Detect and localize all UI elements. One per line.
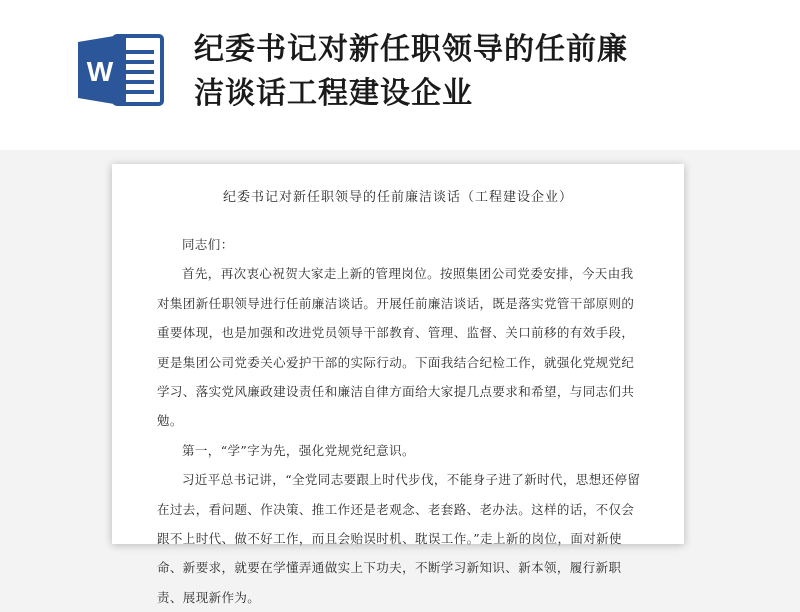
document-title: 纪委书记对新任职领导的任前廉洁谈话（工程建设企业） [222, 190, 573, 205]
salutation: 同志们： [182, 237, 234, 252]
document-page [112, 164, 684, 605]
header-banner [0, 0, 800, 150]
word-document-icon [74, 30, 166, 110]
page-title [194, 28, 754, 116]
paragraph: 首先，再次衷心祝贺大家走上新的管理岗位。按照集团公司党委安排，今天由我对集团新任职领导进行任前廉洁谈话。开展任前廉洁谈话，既是落实党管干部原则的重要体现，也是加强和改进党员领导干部教育、管理、监督、关口前移的有效手段，更是集团公司党委关心爱护干部的实际行动。下面我结合纪检工作，就强化党规党纪学习、落实党风廉政建设责任和廉洁自律方面给大家提几点要求和希望，与同志们共勉。 [157, 266, 635, 429]
page-title-line1: 纪委书记对新任职领导的任前廉 [194, 32, 628, 67]
page-title-line2: 洁谈话工程建设企业 [194, 76, 473, 111]
paragraph: 习近平总书记讲，“全党同志要跟上时代步伐，不能身子进了新时代，思想还停留在过去，看问题、作决策、推工作还是老观念、老套路、老办法。这样的话，不仅会跟不上时代、做不好工作，而且会贻误时机、耽误工作。”走上新的岗位，面对新使命、新要求，就要在学懂弄通做实上下功夫，不断学习新知识、新本领，履行新职责、展现新作为。 [157, 472, 641, 605]
paragraph: 第一，“学”字为先，强化党规党纪意识。 [182, 442, 415, 458]
document-body [157, 230, 645, 612]
word-icon-letter: W [86, 56, 114, 87]
